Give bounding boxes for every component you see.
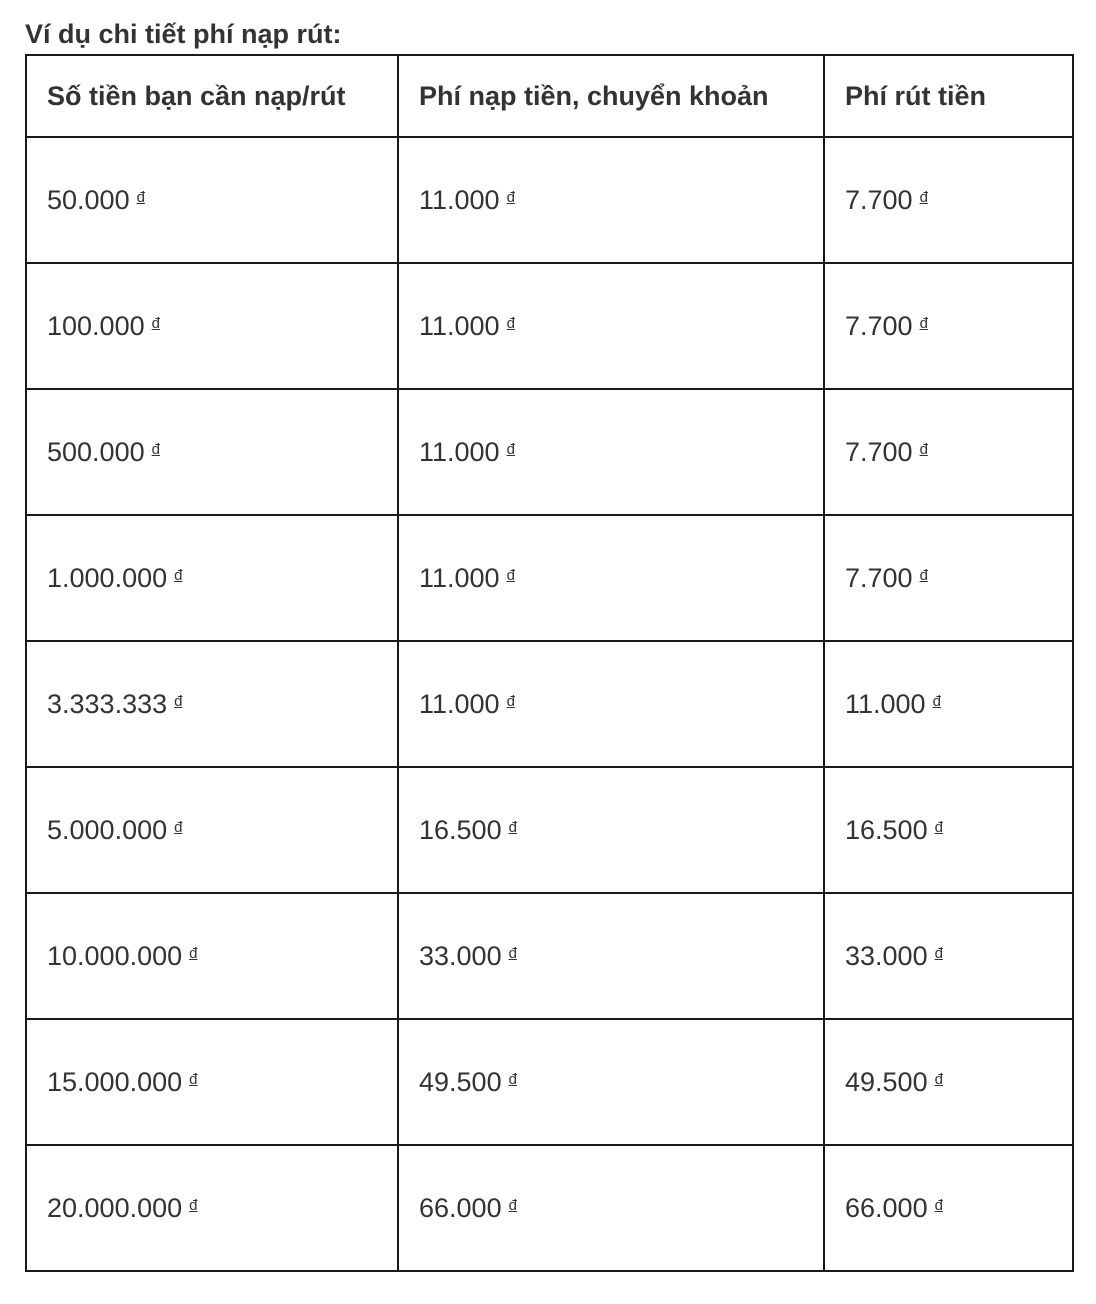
withdraw-fee-value: 66.000 [845,1192,928,1223]
currency-symbol: đ [136,188,145,206]
currency-symbol: đ [506,188,515,206]
currency-symbol: đ [174,692,183,710]
table-row [26,1019,1073,1145]
withdraw-fee-value: 16.500 [845,814,928,845]
currency-symbol: đ [919,566,928,584]
currency-symbol: đ [506,314,515,332]
withdraw-fee-cell [824,515,1073,641]
withdraw-fee-value: 7.700 [845,310,913,341]
deposit-fee-cell [398,641,824,767]
table-body [26,137,1073,1271]
amount-value: 100.000 [47,310,145,341]
amount-value: 15.000.000 [47,1066,183,1097]
currency-symbol: đ [508,1196,517,1214]
deposit-fee-cell [398,389,824,515]
withdraw-fee-cell [824,1145,1073,1271]
deposit-fee-value: 16.500 [419,814,502,845]
deposit-fee-value: 49.500 [419,1066,502,1097]
currency-symbol: đ [151,314,160,332]
amount-value: 20.000.000 [47,1192,183,1223]
deposit-fee-value: 33.000 [419,940,502,971]
currency-symbol: đ [189,944,198,962]
table-row [26,767,1073,893]
amount-value: 1.000.000 [47,562,168,593]
table-row [26,137,1073,263]
currency-symbol: đ [506,566,515,584]
column-header-amount: Số tiền bạn cần nạp/rút [26,55,398,137]
table-row [26,263,1073,389]
currency-symbol: đ [151,440,160,458]
currency-symbol: đ [934,818,943,836]
deposit-fee-cell [398,893,824,1019]
deposit-fee-value: 11.000 [419,310,500,341]
amount-cell [26,767,398,893]
deposit-fee-value: 11.000 [419,184,500,215]
deposit-fee-cell [398,515,824,641]
withdraw-fee-cell [824,1019,1073,1145]
fee-table [25,54,1074,1272]
currency-symbol: đ [174,566,183,584]
currency-symbol: đ [934,1070,943,1088]
table-row [26,389,1073,515]
deposit-fee-value: 11.000 [419,562,500,593]
deposit-fee-value: 66.000 [419,1192,502,1223]
page-title: Ví dụ chi tiết phí nạp rút: [25,19,342,49]
table-header-row [26,55,1073,137]
currency-symbol: đ [189,1070,198,1088]
amount-cell [26,1145,398,1271]
currency-symbol: đ [934,944,943,962]
deposit-fee-cell [398,263,824,389]
withdraw-fee-value: 49.500 [845,1066,928,1097]
currency-symbol: đ [934,1196,943,1214]
amount-cell [26,1019,398,1145]
amount-value: 3.333.333 [47,688,168,719]
deposit-fee-cell [398,1019,824,1145]
currency-symbol: đ [919,314,928,332]
currency-symbol: đ [508,1070,517,1088]
column-header-withdraw-fee: Phí rút tiền [824,55,1073,137]
amount-value: 5.000.000 [47,814,168,845]
currency-symbol: đ [919,188,928,206]
withdraw-fee-value: 11.000 [845,688,926,719]
currency-symbol: đ [508,818,517,836]
amount-value: 10.000.000 [47,940,183,971]
table-row [26,893,1073,1019]
amount-cell [26,893,398,1019]
amount-cell [26,641,398,767]
currency-symbol: đ [506,692,515,710]
withdraw-fee-cell [824,263,1073,389]
withdraw-fee-cell [824,641,1073,767]
deposit-fee-value: 11.000 [419,436,500,467]
column-header-deposit-fee: Phí nạp tiền, chuyển khoản [398,55,824,137]
amount-cell [26,263,398,389]
currency-symbol: đ [174,818,183,836]
withdraw-fee-cell [824,893,1073,1019]
table-row [26,641,1073,767]
deposit-fee-cell [398,137,824,263]
withdraw-fee-value: 7.700 [845,436,913,467]
amount-value: 500.000 [47,436,145,467]
currency-symbol: đ [932,692,941,710]
amount-cell [26,137,398,263]
deposit-fee-cell [398,767,824,893]
table-row [26,515,1073,641]
deposit-fee-value: 11.000 [419,688,500,719]
withdraw-fee-cell [824,389,1073,515]
table-row [26,1145,1073,1271]
withdraw-fee-cell [824,767,1073,893]
withdraw-fee-value: 7.700 [845,184,913,215]
currency-symbol: đ [508,944,517,962]
amount-cell [26,515,398,641]
withdraw-fee-value: 7.700 [845,562,913,593]
currency-symbol: đ [189,1196,198,1214]
amount-cell [26,389,398,515]
withdraw-fee-value: 33.000 [845,940,928,971]
currency-symbol: đ [919,440,928,458]
deposit-fee-cell [398,1145,824,1271]
withdraw-fee-cell [824,137,1073,263]
amount-value: 50.000 [47,184,130,215]
currency-symbol: đ [506,440,515,458]
